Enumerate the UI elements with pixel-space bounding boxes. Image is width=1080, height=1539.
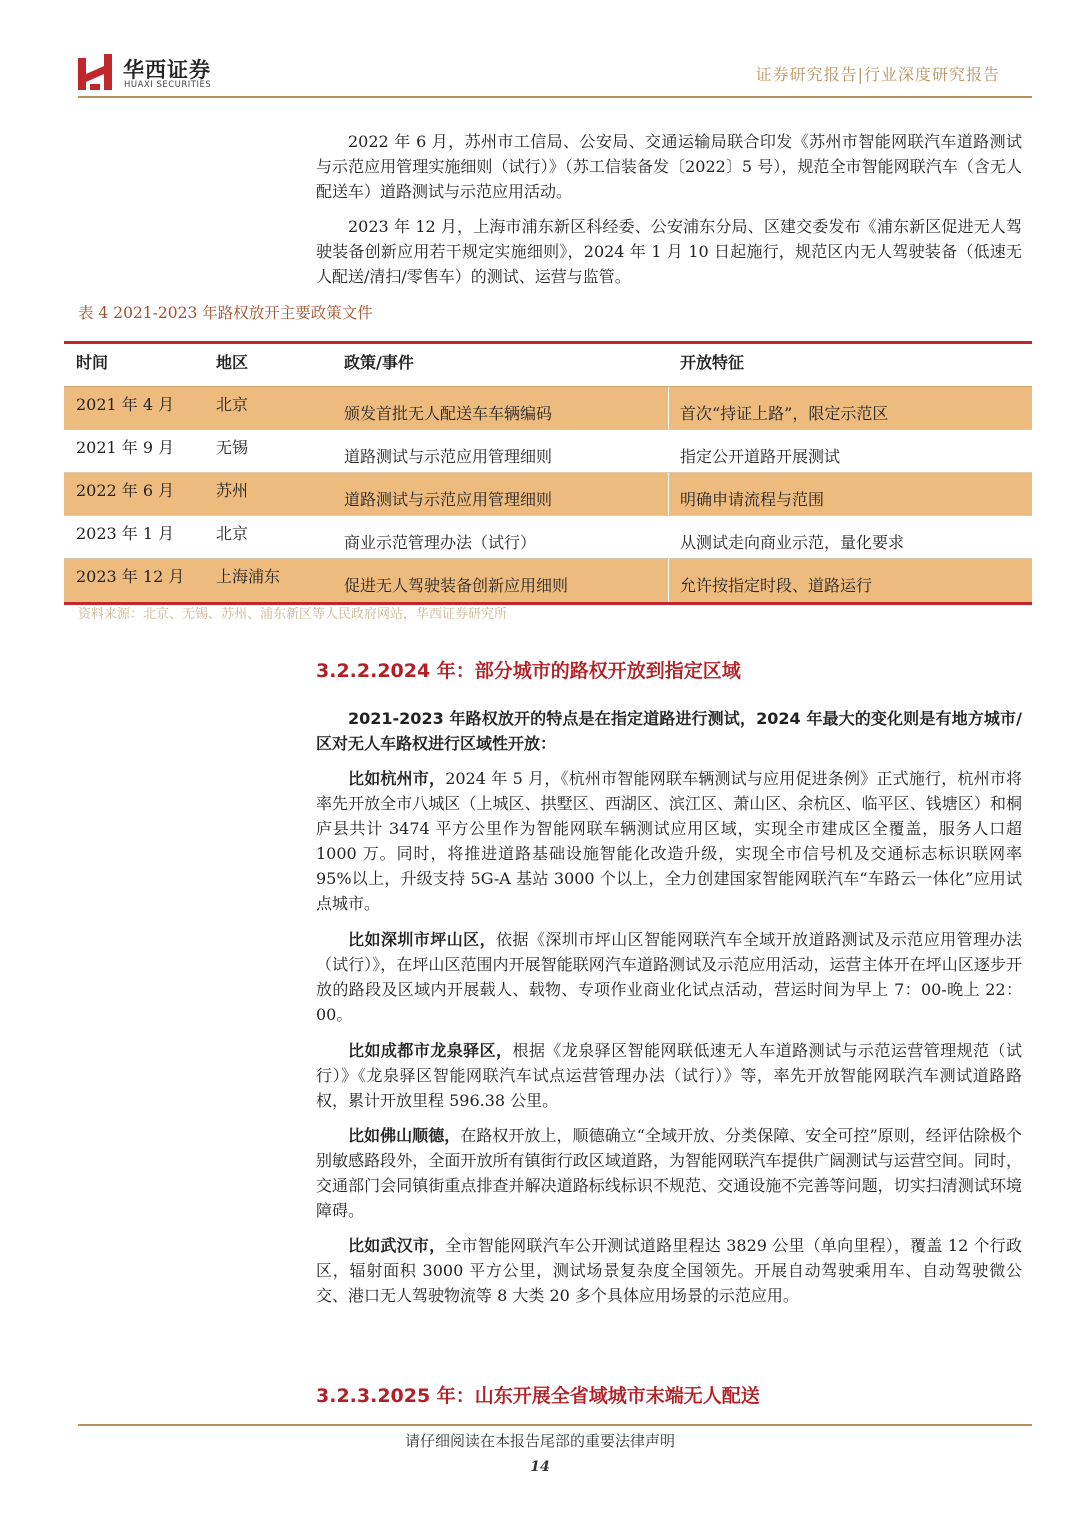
case-hangzhou-label: 比如杭州市， xyxy=(348,769,446,788)
table-row xyxy=(64,559,1032,602)
case-hangzhou xyxy=(316,766,1022,916)
case-wuhan-label: 比如武汉市， xyxy=(348,1236,446,1255)
header-time: 时间 xyxy=(76,353,109,372)
section-heading-2024: 3.2.2.2024 年：部分城市的路权开放到指定区域 xyxy=(316,660,741,682)
cell-policy: 颁发首批无人配送车车辆编码 xyxy=(344,404,553,423)
cell-time: 2023 年 1 月 xyxy=(76,524,175,543)
logo-chinese-name: 华西证券 xyxy=(123,58,211,82)
case-chengdu-text: 根据《龙泉驿区智能网联低速无人车道路测试与示范运营管理规范（试行）》《龙泉驿区智能网联汽车试点运营管理办法（试行）》等，率先开放智能网联汽车测试道路路权，累计开放里程 596.38 公里。 xyxy=(316,1041,1022,1110)
case-shenzhen-text: 依据《深圳市坪山区智能网联汽车全域开放道路测试及示范应用管理办法（试行）》，在坪山区范围内开展智能联网汽车道路测试及示范应用活动，运营主体开在坪山区逐步开放的路段及区域内开展载人、载物、专项作业商业化试点活动，营运时间为早上 7：00-晚上 22：00。 xyxy=(316,930,1022,1024)
cell-policy: 促进无人驾驶装备创新应用细则 xyxy=(344,576,569,595)
case-wuhan xyxy=(316,1233,1022,1308)
header-divider xyxy=(78,96,1032,98)
cell-policy: 商业示范管理办法（试行） xyxy=(344,533,537,552)
page-header xyxy=(0,0,1080,100)
intro-paragraph-suzhou: 2022 年 6 月，苏州市工信局、公安局、交通运输局联合印发《苏州市智能网联汽车道路测试与示范应用管理实施细则（试行）》（苏工信装备发〔2022〕5 号），规范全市智能网联汽车（含无人配送车）道路测试与示范应用活动。 xyxy=(316,132,1022,201)
cell-region: 北京 xyxy=(216,395,249,414)
cell-feature: 指定公开道路开展测试 xyxy=(680,447,841,466)
intro-paragraph-pudong: 2023 年 12 月，上海市浦东新区科经委、公安浦东分局、区建交委发布《浦东新区促进无人驾驶装备创新应用若干规定实施细则》，2024 年 1 月 10 日起施行，规范区内无人驾驶装备（低速无人配送/清扫/零售车）的测试、运营与监管。 xyxy=(316,217,1022,286)
page-number: 14 xyxy=(530,1459,550,1475)
case-chengdu-longquanyi xyxy=(316,1038,1022,1113)
cell-region: 上海浦东 xyxy=(216,567,281,586)
case-foshan-label: 比如佛山顺德， xyxy=(348,1126,461,1145)
cell-policy: 道路测试与示范应用管理细则 xyxy=(344,447,553,466)
cell-policy: 道路测试与示范应用管理细则 xyxy=(344,490,553,509)
report-type: 证券研究报告|行业深度研究报告 xyxy=(755,65,1000,84)
cell-region: 北京 xyxy=(216,524,249,543)
footer-divider xyxy=(78,1424,1032,1426)
footer-legal-note: 请仔细阅读在本报告尾部的重要法律声明 xyxy=(404,1432,675,1450)
table-row xyxy=(64,430,1032,473)
header-region: 地区 xyxy=(216,353,249,372)
section-lead-text: 2021-2023 年路权放开的特点是在指定道路进行测试，2024 年最大的变化则是有地方城市/区对无人车路权进行区域性开放： xyxy=(316,709,1022,753)
case-foshan-shunde xyxy=(316,1123,1022,1223)
cell-time: 2021 年 9 月 xyxy=(76,438,175,457)
case-wuhan-text: 全市智能网联汽车公开测试道路里程达 3829 公里（单向里程），覆盖 12 个行政区，辐射面积 3000 平方公里，测试场景复杂度全国领先。开展自动驾驶乘用车、自动驾驶微公交、港口无人驾驶物流等 8 大类 20 多个具体应用场景的示范应用。 xyxy=(316,1236,1022,1305)
cell-feature: 从测试走向商业示范，量化要求 xyxy=(680,533,905,552)
cell-feature: 明确申请流程与范围 xyxy=(680,490,825,509)
cell-time: 2022 年 6 月 xyxy=(76,481,175,500)
table-row xyxy=(64,473,1032,516)
cell-time: 2021 年 4 月 xyxy=(76,395,175,414)
header-feature: 开放特征 xyxy=(680,353,745,372)
table-row xyxy=(64,516,1032,559)
policy-table xyxy=(64,341,1032,605)
table-caption: 表 4 2021-2023 年路权放开主要政策文件 xyxy=(78,304,373,322)
logo-english-name: HUAXI SECURITIES xyxy=(124,80,212,90)
case-hangzhou-text: 2024 年 5 月，《杭州市智能网联车辆测试与应用促进条例》正式施行，杭州市将率先开放全市八城区（上城区、拱墅区、西湖区、滨江区、萧山区、余杭区、临平区、钱塘区）和桐庐县共计 3474 平方公里作为智能网联车辆测试应用区域，实现全市建成区全覆盖，服务人口超 1000 万。同时，将推进道路基础设施智能化改造升级，实现全市信号机及交通标志标识联网率 95%以上，升级支持 5G-A 基站 3000 个以上，全力创建国家智能网联汽车“车路云一体化”应用试点城市。 xyxy=(316,769,1022,913)
case-shenzhen-label: 比如深圳市坪山区， xyxy=(348,930,497,949)
case-shenzhen-pingshan xyxy=(316,927,1022,1027)
cell-feature: 首次“持证上路”，限定示范区 xyxy=(680,404,889,423)
case-foshan-text: 在路权开放上，顺德确立“全域开放、分类保障、安全可控”原则，经评估除极个别敏感路段外，全面开放所有镇街行政区域道路，为智能网联汽车提供广阔测试与运营空间。同时，交通部门会同镇街重点排查并解决道路标线标识不规范、交通设施不完善等问题，切实扫清测试环境障碍。 xyxy=(316,1126,1022,1220)
section-lead xyxy=(316,706,1022,756)
cell-region: 苏州 xyxy=(216,481,249,500)
case-chengdu-label: 比如成都市龙泉驿区， xyxy=(348,1041,513,1060)
section-heading-2025: 3.2.3.2025 年：山东开展全省域城市末端无人配送 xyxy=(316,1385,760,1407)
table-source: 资料来源：北京、无锡、苏州、浦东新区等人民政府网站，华西证券研究所 xyxy=(78,607,508,622)
cell-feature: 允许按指定时段、道路运行 xyxy=(680,576,873,595)
huaxi-logo-icon xyxy=(78,54,112,90)
table-header-row xyxy=(64,344,1032,387)
cell-time: 2023 年 12 月 xyxy=(76,567,185,586)
header-policy: 政策/事件 xyxy=(344,353,414,372)
table-row xyxy=(64,387,1032,430)
cell-region: 无锡 xyxy=(216,438,249,457)
